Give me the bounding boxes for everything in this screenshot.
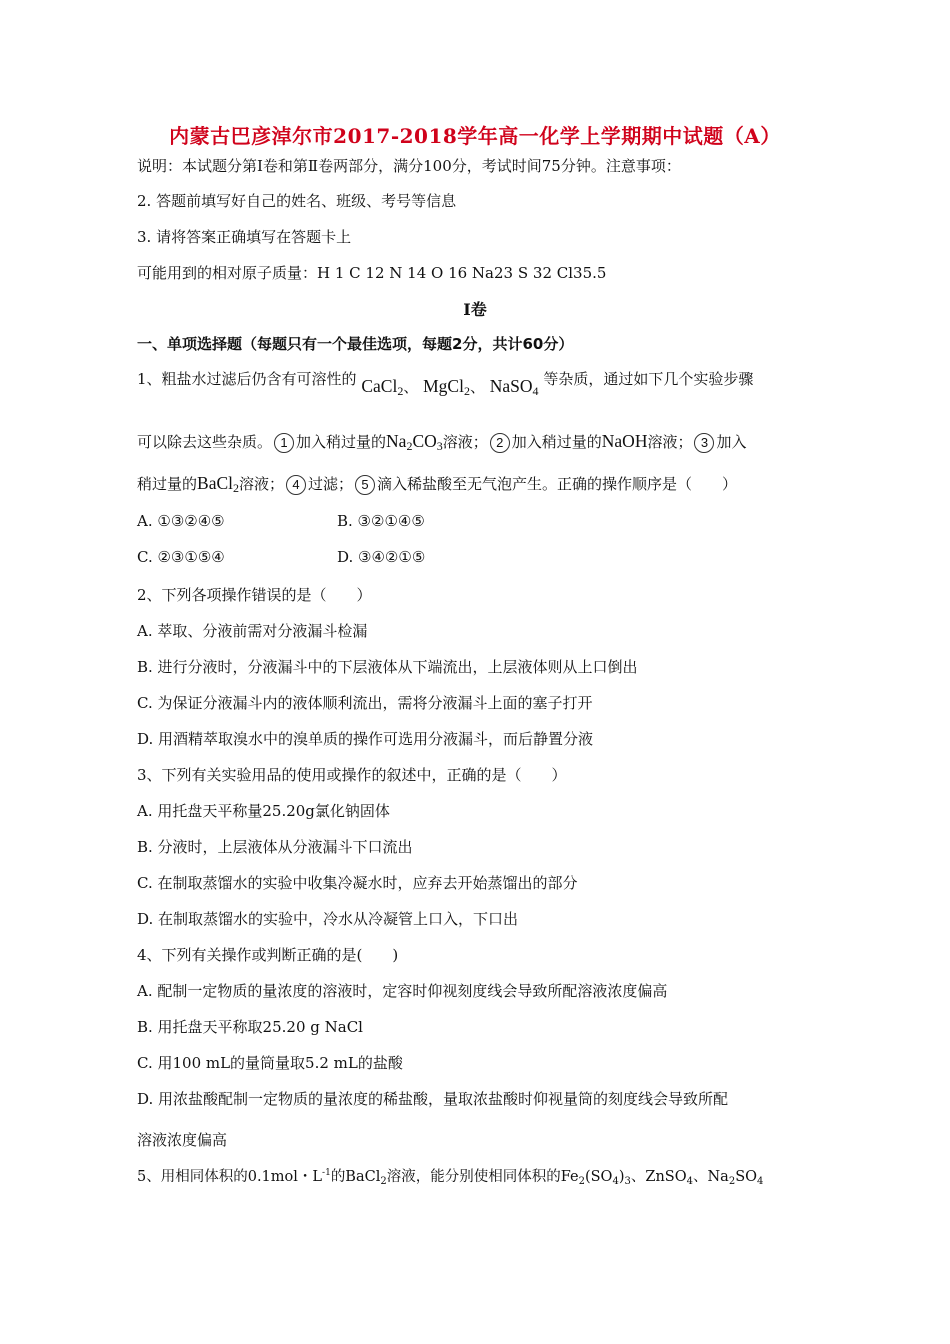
q4-option-c: C. 用100 mL的量筒量取5.2 mL的盐酸 xyxy=(137,1054,403,1072)
question-1-line-1: 1、粗盐水过滤后仍含有可溶性的 CaCl$_2$、 MgCl$_2$、 NaSO$_4$ 等杂质，通过如下几个实验步骤 xyxy=(137,370,754,398)
q1-suffix: 等杂质，通过如下几个实验步骤 xyxy=(543,370,754,388)
q1-option-c: C. ②③①⑤④ xyxy=(137,548,225,566)
question-2-stem: 2、下列各项操作错误的是（ ） xyxy=(137,586,372,604)
formula-cacl2: CaCl$_2$ xyxy=(361,376,404,398)
question-1-line-2: 可以除去这些杂质。 1 加入稍过量的$Na_2CO_3$溶液； 2 加入稍过量的NaOH溶液； 3 加入 xyxy=(137,431,747,453)
exam-instructions: 说明：本试题分第Ⅰ卷和第Ⅱ卷两部分，满分100分，考试时间75分钟。注意事项： xyxy=(137,157,681,175)
volume-label: Ⅰ卷 xyxy=(463,300,487,319)
formula-na2co3: $Na_2CO_3$ xyxy=(386,431,443,453)
question-5-stem: 5、用相同体积的0.1mol・$L^{-1}$的BaCl$_2$溶液，能分别使相同体积的$Fe_2(SO_4)_3$、ZnSO$_4$、$Na_2SO_4$ xyxy=(137,1168,764,1187)
step-2-marker: 2 xyxy=(490,433,510,453)
formula-mgcl2: MgCl$_2$ xyxy=(423,376,470,398)
step-1-marker: 1 xyxy=(274,433,294,453)
q3-option-b: B. 分液时，上层液体从分液漏斗下口流出 xyxy=(137,838,413,856)
q3-option-c: C. 在制取蒸馏水的实验中收集冷凝水时，应弃去开始蒸馏出的部分 xyxy=(137,874,578,892)
q4-option-d: D. 用浓盐酸配制一定物质的量浓度的稀盐酸，量取浓盐酸时仰视量筒的刻度线会导致所配 xyxy=(137,1090,729,1108)
step-3-marker: 3 xyxy=(694,433,714,453)
q4-option-a: A. 配制一定物质的量浓度的溶液时，定容时仰视刻度线会导致所配溶液浓度偏高 xyxy=(137,982,668,1000)
formula-naso4: NaSO$_4$ xyxy=(489,376,539,398)
step-5-marker: 5 xyxy=(355,475,375,495)
q4-option-d-continued: 溶液浓度偏高 xyxy=(137,1131,228,1149)
q1-option-b: B. ③②①④⑤ xyxy=(337,512,425,530)
step-4-marker: 4 xyxy=(286,475,306,495)
q3-option-d: D. 在制取蒸馏水的实验中，冷水从冷凝管上口入，下口出 xyxy=(137,910,519,928)
q2-option-a: A. 萃取、分液前需对分液漏斗检漏 xyxy=(137,622,368,640)
atomic-mass-note: 可能用到的相对原子质量：H 1 C 12 N 14 O 16 Na23 S 32 Cl35.5 xyxy=(137,264,607,282)
note-item-2: 2. 答题前填写好自己的姓名、班级、考号等信息 xyxy=(137,192,457,210)
q1-option-d: D. ③④②①⑤ xyxy=(337,548,426,566)
formula-bacl2: BaCl$_2$ xyxy=(197,473,239,495)
question-4-stem: 4、下列有关操作或判断正确的是( ) xyxy=(137,946,399,964)
note-item-3: 3. 请将答案正确填写在答题卡上 xyxy=(137,228,352,246)
question-1-line-3: 稍过量的BaCl$_2$溶液； 4 过滤； 5 滴入稀盐酸至无气泡产生。正确的操作顺序是（ ） xyxy=(137,473,738,495)
q4-option-b: B. 用托盘天平称取25.20 g NaCl xyxy=(137,1018,363,1036)
q2-option-c: C. 为保证分液漏斗内的液体顺利流出，需将分液漏斗上面的塞子打开 xyxy=(137,694,593,712)
q2-option-b: B. 进行分液时，分液漏斗中的下层液体从下端流出，上层液体则从上口倒出 xyxy=(137,658,638,676)
q3-option-a: A. 用托盘天平称量25.20g氯化钠固体 xyxy=(137,802,390,820)
q1-prefix: 1、粗盐水过滤后仍含有可溶性的 xyxy=(137,370,357,388)
page-title: 内蒙古巴彦淖尔市2017-2018学年高一化学上学期期中试题（A） xyxy=(169,124,781,148)
question-3-stem: 3、下列有关实验用品的使用或操作的叙述中，正确的是（ ） xyxy=(137,766,567,784)
q1-option-a: A. ①③②④⑤ xyxy=(137,512,225,530)
formula-naoh: NaOH xyxy=(601,431,648,451)
section-heading: 一、单项选择题（每题只有一个最佳选项，每题2分，共计60分） xyxy=(137,335,574,353)
q2-option-d: D. 用酒精萃取溴水中的溴单质的操作可选用分液漏斗，而后静置分液 xyxy=(137,730,594,748)
